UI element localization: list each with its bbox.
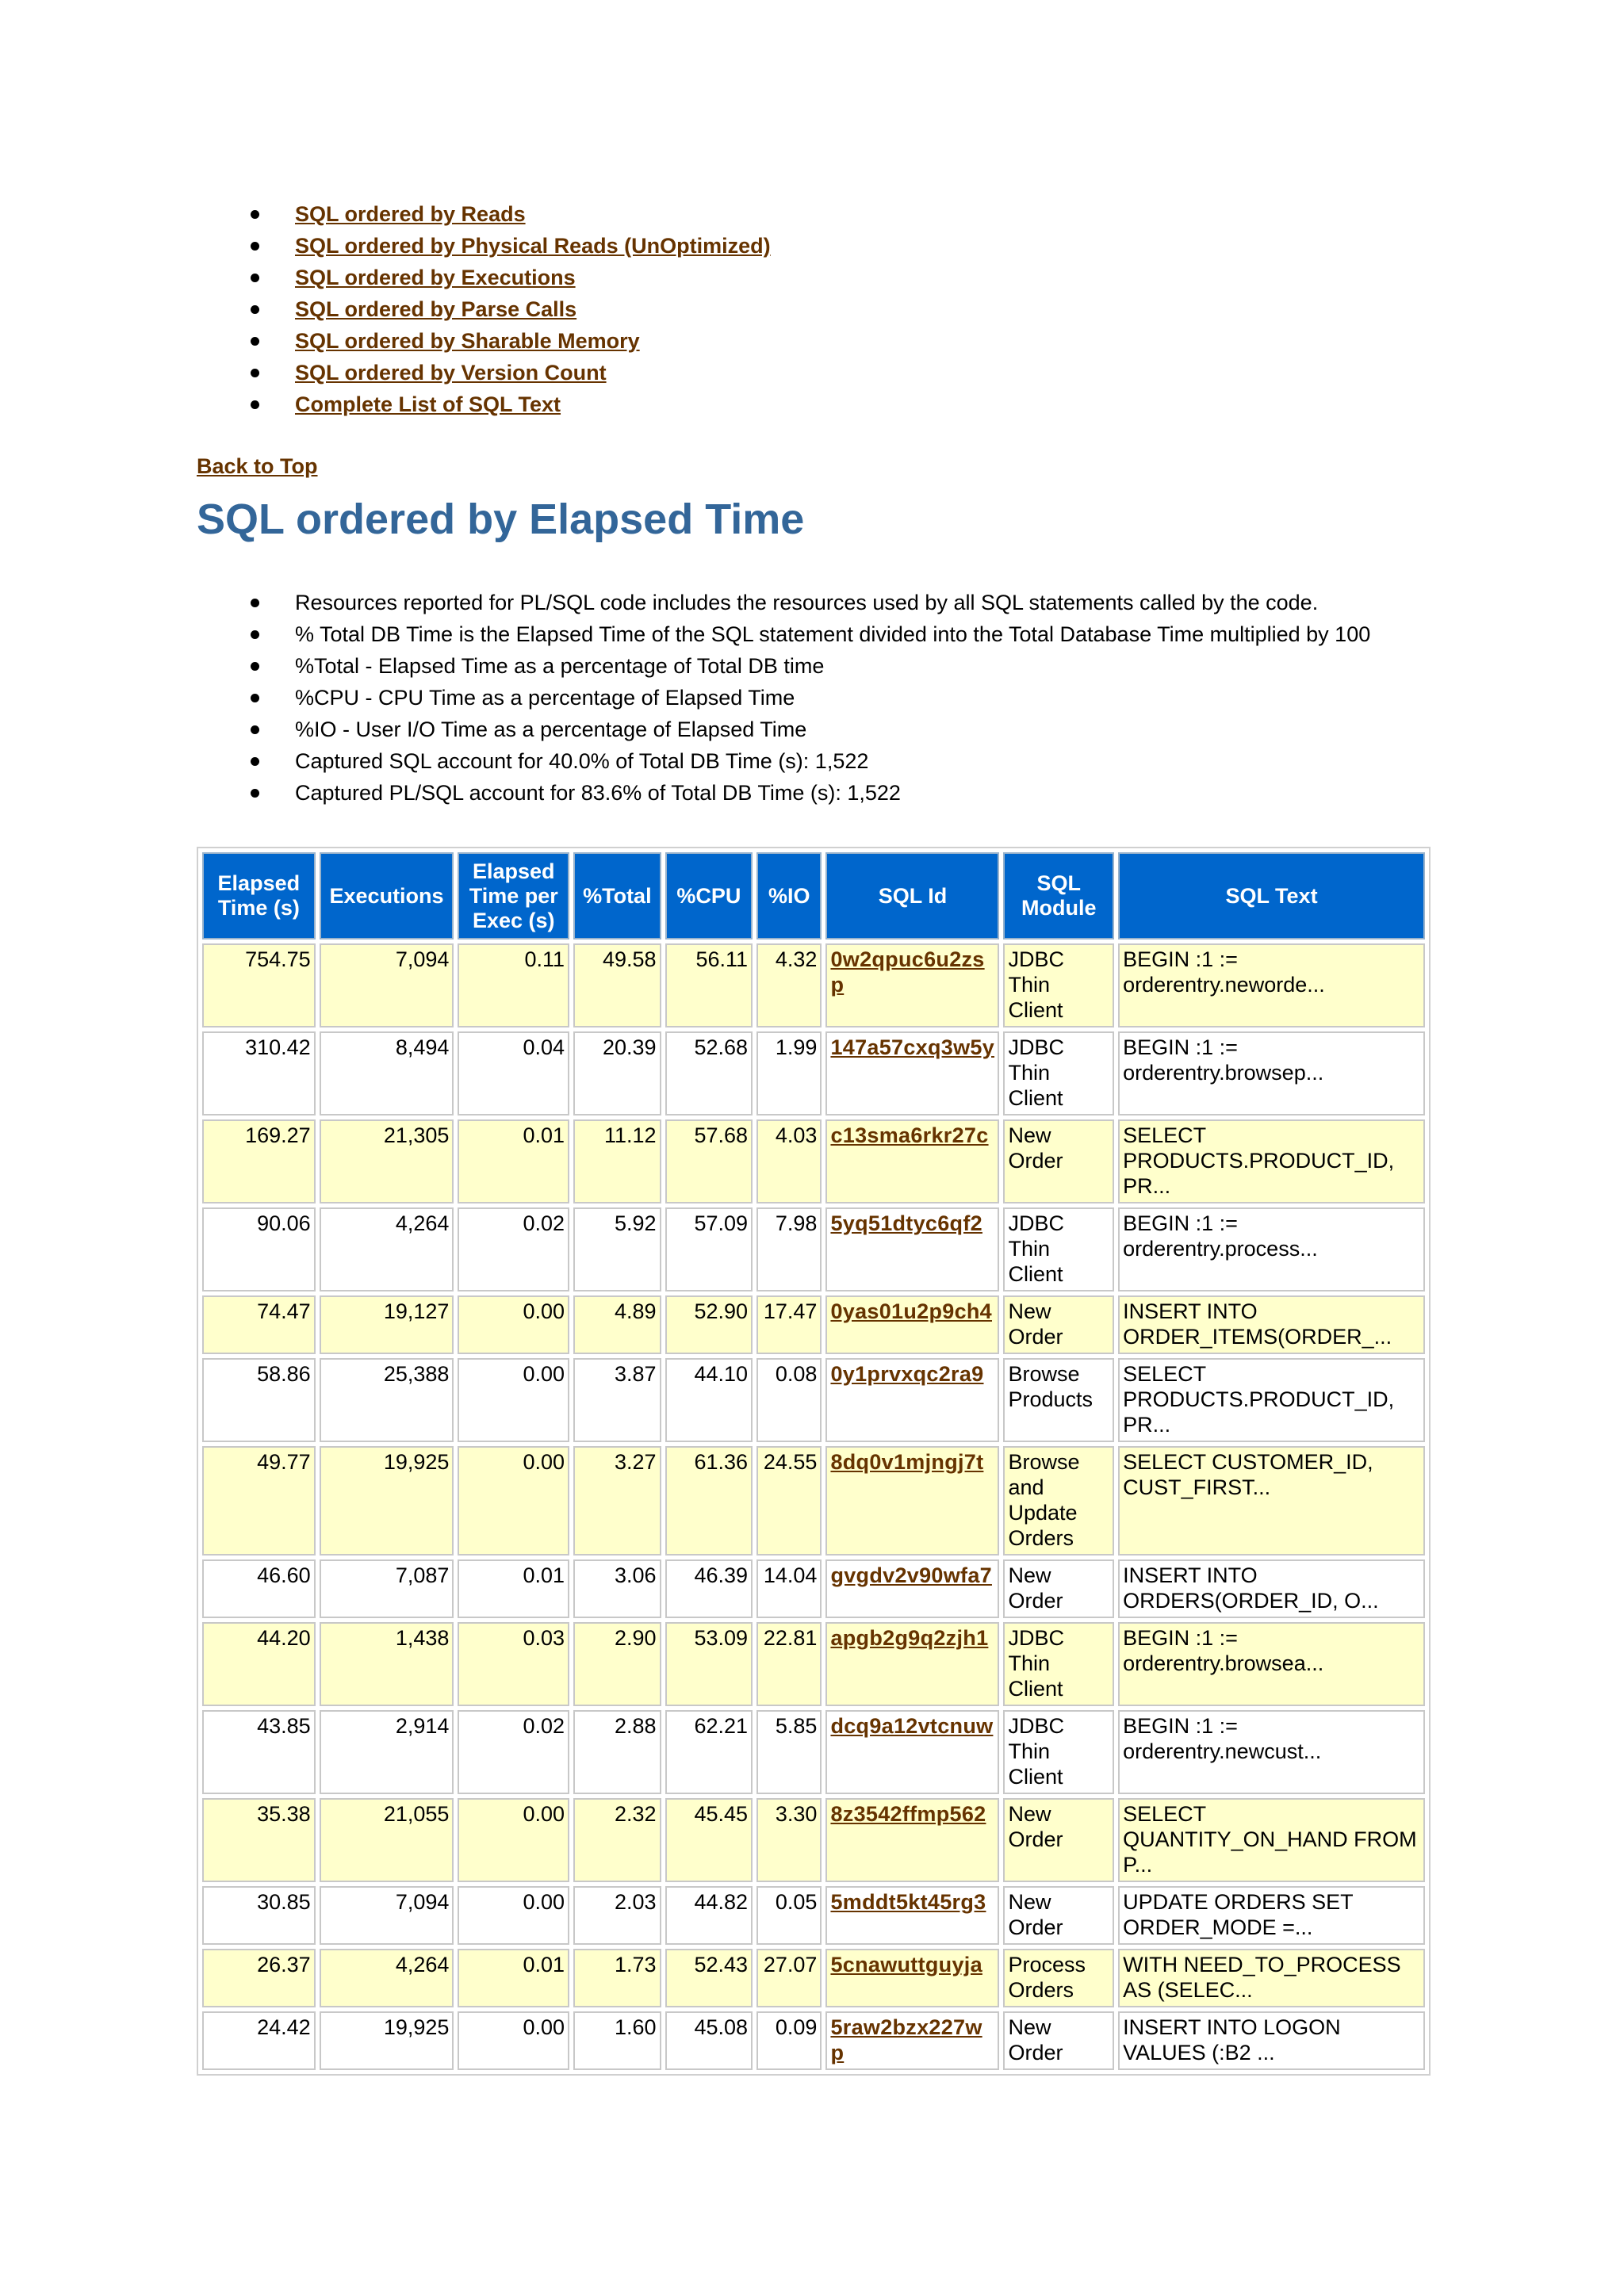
sql-id-link[interactable]: gvgdv2v90wfa7	[830, 1563, 992, 1587]
cell-sql-text: SELECT CUSTOMER_ID, CUST_FIRST...	[1118, 1446, 1425, 1556]
header-sql-id: SQL Id	[825, 852, 999, 939]
link-complete-sql-text[interactable]: Complete List of SQL Text	[295, 392, 561, 416]
table-row	[202, 1358, 1425, 1442]
list-item	[197, 650, 1434, 682]
cell-elapsed-time: 74.47	[202, 1295, 316, 1354]
sql-id-link[interactable]: c13sma6rkr27c	[830, 1123, 989, 1147]
table-row	[202, 943, 1425, 1027]
table-row	[202, 1886, 1425, 1945]
header-pct-total: %Total	[573, 852, 661, 939]
sql-id-link[interactable]: 0y1prvxqc2ra9	[830, 1362, 984, 1386]
list-item	[197, 745, 1434, 777]
cell-sql-text: INSERT INTO ORDER_ITEMS(ORDER_...	[1118, 1295, 1425, 1354]
cell-elapsed-time: 46.60	[202, 1559, 316, 1618]
cell-executions: 7,087	[320, 1559, 454, 1618]
cell-sql-text: SELECT QUANTITY_ON_HAND FROM P...	[1118, 1798, 1425, 1882]
bullet-icon	[251, 662, 259, 671]
link-sql-by-sharable-memory[interactable]: SQL ordered by Sharable Memory	[295, 329, 640, 353]
bullet-icon	[251, 757, 259, 766]
cell-elapsed-per-exec: 0.00	[458, 1446, 569, 1556]
cell-sql-id	[825, 1886, 999, 1945]
cell-sql-module: Browse Products	[1003, 1358, 1114, 1442]
list-item	[197, 230, 1434, 262]
cell-pct-io: 17.47	[756, 1295, 822, 1354]
cell-pct-cpu: 52.68	[665, 1031, 753, 1115]
cell-pct-cpu: 45.08	[665, 2011, 753, 2070]
sql-id-link[interactable]: 8dq0v1mjngj7t	[830, 1450, 984, 1474]
cell-elapsed-per-exec: 0.03	[458, 1622, 569, 1706]
cell-sql-text: INSERT INTO LOGON VALUES (:B2 ...	[1118, 2011, 1425, 2070]
cell-sql-text: WITH NEED_TO_PROCESS AS (SELEC...	[1118, 1949, 1425, 2007]
cell-pct-io: 1.99	[756, 1031, 822, 1115]
cell-elapsed-per-exec: 0.00	[458, 1358, 569, 1442]
cell-sql-id	[825, 1207, 999, 1292]
cell-pct-total: 2.90	[573, 1622, 661, 1706]
bullet-icon	[251, 305, 259, 314]
cell-sql-text: SELECT PRODUCTS.PRODUCT_ID, PR...	[1118, 1119, 1425, 1203]
back-to-top-link[interactable]: Back to Top	[197, 454, 318, 478]
table-row	[202, 1949, 1425, 2007]
header-sql-text: SQL Text	[1118, 852, 1425, 939]
cell-pct-cpu: 62.21	[665, 1710, 753, 1794]
cell-elapsed-time: 58.86	[202, 1358, 316, 1442]
cell-pct-io: 14.04	[756, 1559, 822, 1618]
cell-pct-cpu: 56.11	[665, 943, 753, 1027]
bullet-icon	[251, 369, 259, 377]
bullet-icon	[251, 725, 259, 734]
bullet-icon	[251, 210, 259, 219]
sql-id-link[interactable]: apgb2g9q2zjh1	[830, 1626, 989, 1650]
cell-elapsed-per-exec: 0.00	[458, 1886, 569, 1945]
report-link-list	[197, 198, 1434, 420]
cell-elapsed-per-exec: 0.00	[458, 2011, 569, 2070]
cell-elapsed-per-exec: 0.01	[458, 1949, 569, 2007]
note-text: Captured PL/SQL account for 83.6% of Total DB Time (s): 1,522	[295, 781, 901, 805]
cell-pct-total: 49.58	[573, 943, 661, 1027]
table-row	[202, 2011, 1425, 2070]
table-row	[202, 1710, 1425, 1794]
cell-executions: 1,438	[320, 1622, 454, 1706]
bullet-icon	[251, 400, 259, 409]
cell-executions: 7,094	[320, 1886, 454, 1945]
cell-elapsed-time: 310.42	[202, 1031, 316, 1115]
notes-list	[197, 587, 1434, 809]
cell-elapsed-time: 24.42	[202, 2011, 316, 2070]
cell-pct-io: 0.05	[756, 1886, 822, 1945]
header-elapsed-time: Elapsed Time (s)	[202, 852, 316, 939]
cell-elapsed-per-exec: 0.01	[458, 1119, 569, 1203]
cell-sql-id	[825, 1031, 999, 1115]
cell-pct-cpu: 53.09	[665, 1622, 753, 1706]
cell-pct-cpu: 57.68	[665, 1119, 753, 1203]
cell-executions: 4,264	[320, 1949, 454, 2007]
cell-pct-total: 5.92	[573, 1207, 661, 1292]
cell-elapsed-per-exec: 0.01	[458, 1559, 569, 1618]
cell-sql-module: New Order	[1003, 1119, 1114, 1203]
cell-sql-module: New Order	[1003, 2011, 1114, 2070]
cell-elapsed-time: 169.27	[202, 1119, 316, 1203]
cell-sql-id	[825, 1949, 999, 2007]
cell-sql-module: New Order	[1003, 1295, 1114, 1354]
cell-pct-io: 0.09	[756, 2011, 822, 2070]
cell-pct-io: 7.98	[756, 1207, 822, 1292]
cell-pct-io: 22.81	[756, 1622, 822, 1706]
cell-executions: 4,264	[320, 1207, 454, 1292]
cell-executions: 8,494	[320, 1031, 454, 1115]
sql-id-link[interactable]: 0yas01u2p9ch4	[830, 1299, 992, 1323]
cell-executions: 19,925	[320, 2011, 454, 2070]
cell-sql-text: BEGIN :1 := orderentry.process...	[1118, 1207, 1425, 1292]
cell-pct-total: 2.88	[573, 1710, 661, 1794]
cell-pct-total: 1.73	[573, 1949, 661, 2007]
link-sql-by-executions[interactable]: SQL ordered by Executions	[295, 266, 576, 289]
table-body	[202, 943, 1425, 2070]
cell-pct-total: 2.32	[573, 1798, 661, 1882]
cell-sql-id	[825, 2011, 999, 2070]
cell-sql-module: Process Orders	[1003, 1949, 1114, 2007]
header-pct-cpu: %CPU	[665, 852, 753, 939]
cell-sql-id	[825, 1798, 999, 1882]
cell-sql-id	[825, 1358, 999, 1442]
list-item	[197, 325, 1434, 357]
sql-id-link[interactable]: 8z3542ffmp562	[830, 1802, 986, 1826]
sql-id-link[interactable]: 5cnawuttguyja	[830, 1953, 982, 1976]
cell-pct-io: 24.55	[756, 1446, 822, 1556]
cell-elapsed-time: 30.85	[202, 1886, 316, 1945]
cell-pct-total: 20.39	[573, 1031, 661, 1115]
cell-sql-module: New Order	[1003, 1559, 1114, 1618]
cell-elapsed-time: 26.37	[202, 1949, 316, 2007]
cell-elapsed-time: 90.06	[202, 1207, 316, 1292]
cell-sql-text: BEGIN :1 := orderentry.neworde...	[1118, 943, 1425, 1027]
cell-sql-module: JDBC Thin Client	[1003, 1622, 1114, 1706]
cell-elapsed-time: 43.85	[202, 1710, 316, 1794]
cell-executions: 19,925	[320, 1446, 454, 1556]
list-item	[197, 618, 1434, 650]
cell-sql-module: JDBC Thin Client	[1003, 1207, 1114, 1292]
table-row	[202, 1559, 1425, 1618]
cell-elapsed-per-exec: 0.04	[458, 1031, 569, 1115]
note-text: Captured SQL account for 40.0% of Total DB Time (s): 1,522	[295, 749, 869, 773]
table-row	[202, 1119, 1425, 1203]
list-item	[197, 357, 1434, 388]
cell-sql-module: New Order	[1003, 1798, 1114, 1882]
note-text: Resources reported for PL/SQL code includes the resources used by all SQL statements called by the code.	[295, 591, 1319, 614]
cell-pct-total: 3.87	[573, 1358, 661, 1442]
cell-pct-cpu: 57.09	[665, 1207, 753, 1292]
sql-id-link[interactable]: 5yq51dtyc6qf2	[830, 1211, 982, 1235]
cell-pct-cpu: 45.45	[665, 1798, 753, 1882]
cell-elapsed-time: 754.75	[202, 943, 316, 1027]
table-row	[202, 1207, 1425, 1292]
table-row	[202, 1622, 1425, 1706]
table-header-row	[202, 852, 1425, 939]
cell-elapsed-time: 35.38	[202, 1798, 316, 1882]
cell-elapsed-time: 49.77	[202, 1446, 316, 1556]
cell-sql-id	[825, 1559, 999, 1618]
cell-pct-total: 11.12	[573, 1119, 661, 1203]
cell-sql-id	[825, 1622, 999, 1706]
note-text: %IO - User I/O Time as a percentage of Elapsed Time	[295, 718, 807, 741]
list-item	[197, 777, 1434, 809]
cell-sql-text: BEGIN :1 := orderentry.newcust...	[1118, 1710, 1425, 1794]
cell-pct-cpu: 52.90	[665, 1295, 753, 1354]
header-pct-io: %IO	[756, 852, 822, 939]
cell-sql-id	[825, 1295, 999, 1354]
header-executions: Executions	[320, 852, 454, 939]
list-item	[197, 388, 1434, 420]
cell-sql-text: SELECT PRODUCTS.PRODUCT_ID, PR...	[1118, 1358, 1425, 1442]
cell-elapsed-per-exec: 0.02	[458, 1207, 569, 1292]
sql-elapsed-time-table	[197, 847, 1431, 2076]
list-item	[197, 293, 1434, 325]
list-item	[197, 198, 1434, 230]
cell-executions: 19,127	[320, 1295, 454, 1354]
cell-pct-total: 3.06	[573, 1559, 661, 1618]
cell-executions: 25,388	[320, 1358, 454, 1442]
bullet-icon	[251, 694, 259, 702]
sql-id-link[interactable]: 5mddt5kt45rg3	[830, 1890, 986, 1914]
cell-pct-cpu: 61.36	[665, 1446, 753, 1556]
cell-sql-module: Browse and Update Orders	[1003, 1446, 1114, 1556]
cell-sql-text: BEGIN :1 := orderentry.browsea...	[1118, 1622, 1425, 1706]
link-sql-by-reads[interactable]: SQL ordered by Reads	[295, 202, 526, 226]
cell-executions: 2,914	[320, 1710, 454, 1794]
cell-sql-text: BEGIN :1 := orderentry.browsep...	[1118, 1031, 1425, 1115]
sql-id-link[interactable]: 0w2qpuc6u2zsp	[830, 947, 985, 997]
list-item	[197, 682, 1434, 714]
link-sql-by-parse-calls[interactable]: SQL ordered by Parse Calls	[295, 297, 577, 321]
cell-pct-io: 4.03	[756, 1119, 822, 1203]
table-row	[202, 1295, 1425, 1354]
cell-sql-module: New Order	[1003, 1886, 1114, 1945]
cell-elapsed-per-exec: 0.00	[458, 1798, 569, 1882]
cell-elapsed-per-exec: 0.00	[458, 1295, 569, 1354]
note-text: %CPU - CPU Time as a percentage of Elapsed Time	[295, 686, 795, 710]
cell-sql-module: JDBC Thin Client	[1003, 943, 1114, 1027]
cell-sql-text: INSERT INTO ORDERS(ORDER_ID, O...	[1118, 1559, 1425, 1618]
bullet-icon	[251, 599, 259, 607]
list-item	[197, 714, 1434, 745]
list-item	[197, 587, 1434, 618]
cell-sql-module: JDBC Thin Client	[1003, 1031, 1114, 1115]
table-row	[202, 1031, 1425, 1115]
cell-pct-cpu: 44.82	[665, 1886, 753, 1945]
cell-sql-module: JDBC Thin Client	[1003, 1710, 1114, 1794]
cell-sql-id	[825, 1119, 999, 1203]
cell-executions: 21,305	[320, 1119, 454, 1203]
cell-elapsed-per-exec: 0.11	[458, 943, 569, 1027]
cell-executions: 7,094	[320, 943, 454, 1027]
cell-elapsed-time: 44.20	[202, 1622, 316, 1706]
cell-pct-io: 3.30	[756, 1798, 822, 1882]
cell-pct-total: 3.27	[573, 1446, 661, 1556]
note-text: % Total DB Time is the Elapsed Time of the SQL statement divided into the Total Database Time multiplied by 100	[295, 622, 1371, 646]
table-row	[202, 1446, 1425, 1556]
bullet-icon	[251, 789, 259, 798]
cell-sql-id	[825, 943, 999, 1027]
cell-pct-io: 0.08	[756, 1358, 822, 1442]
list-item	[197, 262, 1434, 293]
bullet-icon	[251, 242, 259, 251]
sql-id-link[interactable]: 147a57cxq3w5y	[830, 1035, 995, 1059]
section-title: SQL ordered by Elapsed Time	[197, 496, 805, 543]
report-page	[197, 198, 1434, 2076]
header-elapsed-per-exec: Elapsed Time per Exec (s)	[458, 852, 569, 939]
cell-pct-io: 5.85	[756, 1710, 822, 1794]
cell-pct-cpu: 46.39	[665, 1559, 753, 1618]
bullet-icon	[251, 630, 259, 639]
table-row	[202, 1798, 1425, 1882]
link-sql-by-version-count[interactable]: SQL ordered by Version Count	[295, 361, 607, 385]
sql-id-link[interactable]: 5raw2bzx227wp	[830, 2015, 982, 2064]
link-sql-by-physical-reads[interactable]: SQL ordered by Physical Reads (UnOptimized)	[295, 234, 771, 258]
header-sql-module: SQL Module	[1003, 852, 1114, 939]
cell-sql-id	[825, 1710, 999, 1794]
cell-sql-text: UPDATE ORDERS SET ORDER_MODE =...	[1118, 1886, 1425, 1945]
cell-elapsed-per-exec: 0.02	[458, 1710, 569, 1794]
cell-pct-io: 27.07	[756, 1949, 822, 2007]
cell-pct-total: 2.03	[573, 1886, 661, 1945]
cell-pct-cpu: 52.43	[665, 1949, 753, 2007]
cell-pct-io: 4.32	[756, 943, 822, 1027]
cell-pct-cpu: 44.10	[665, 1358, 753, 1442]
note-text: %Total - Elapsed Time as a percentage of Total DB time	[295, 654, 825, 678]
cell-pct-total: 4.89	[573, 1295, 661, 1354]
cell-sql-id	[825, 1446, 999, 1556]
cell-executions: 21,055	[320, 1798, 454, 1882]
bullet-icon	[251, 274, 259, 282]
bullet-icon	[251, 337, 259, 346]
cell-pct-total: 1.60	[573, 2011, 661, 2070]
sql-id-link[interactable]: dcq9a12vtcnuw	[830, 1714, 994, 1738]
